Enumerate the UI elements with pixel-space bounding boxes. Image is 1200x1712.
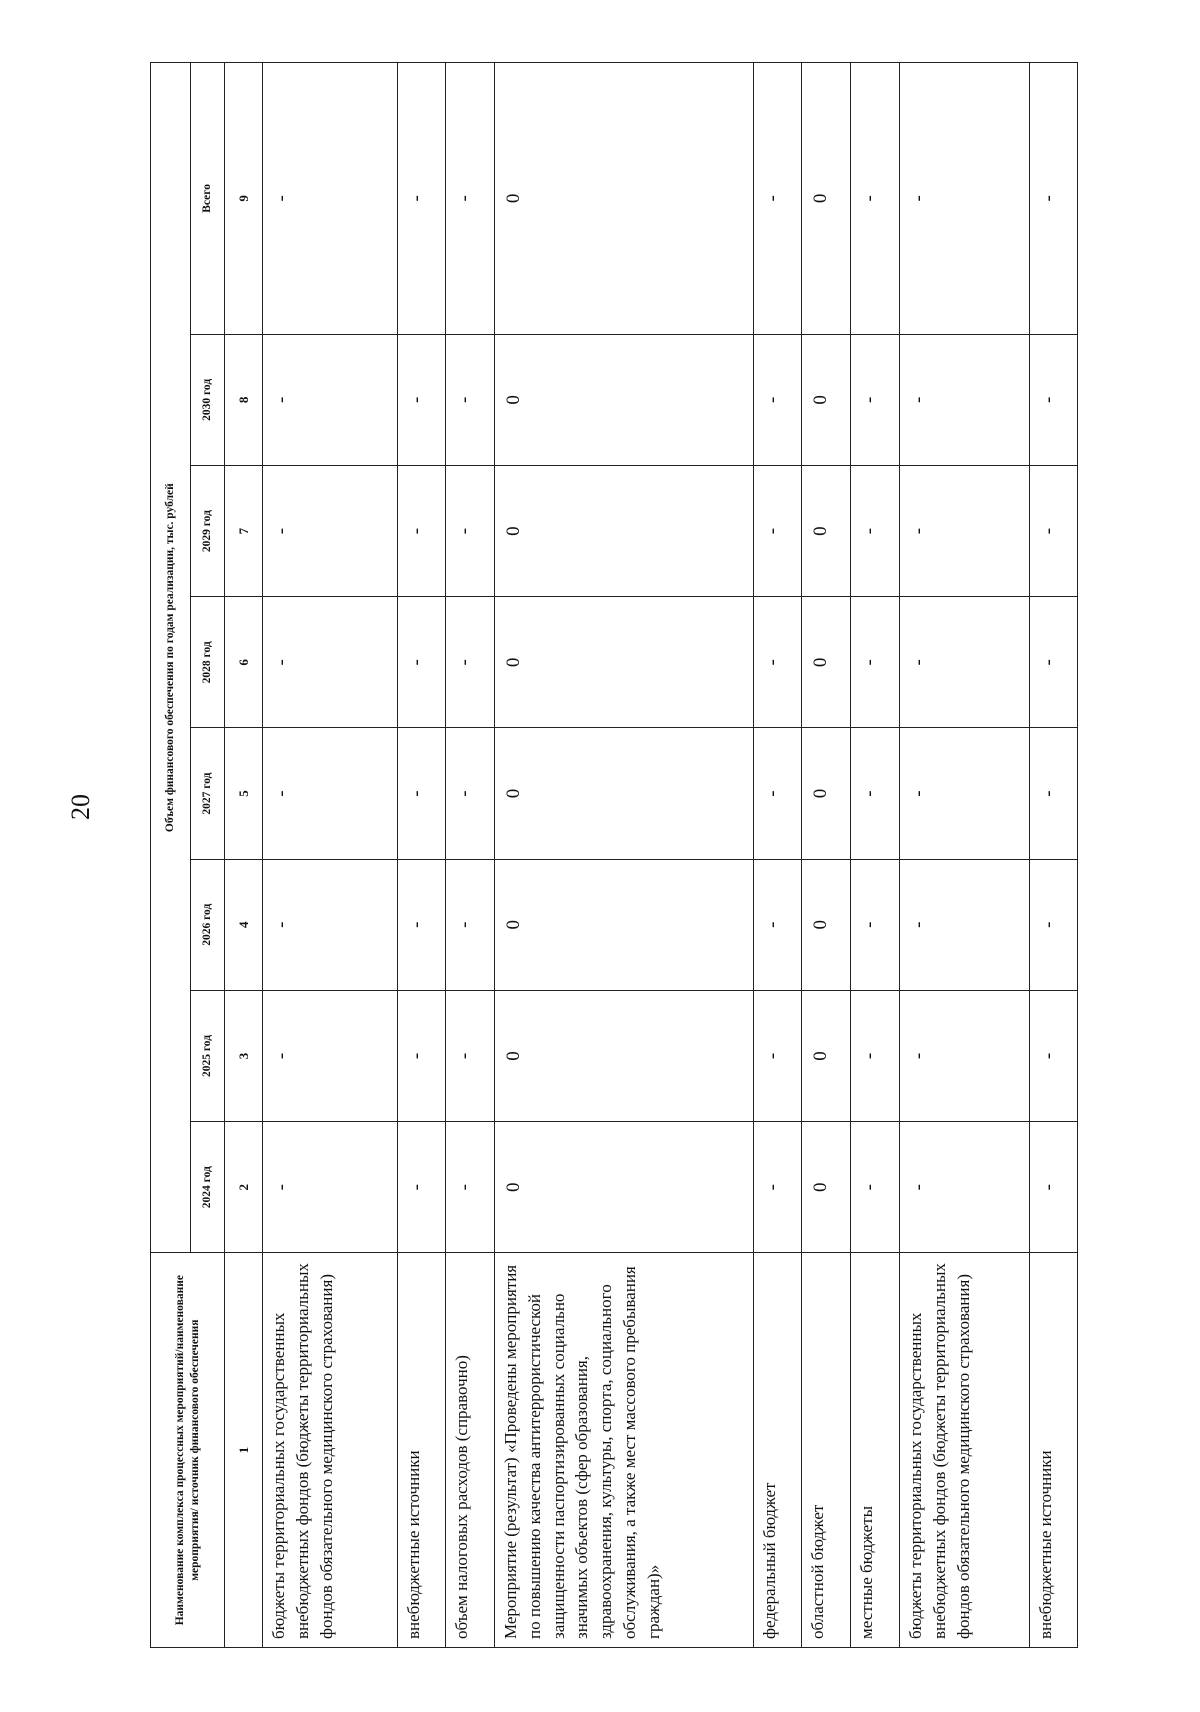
cell-value: - — [397, 334, 446, 465]
column-header-name: Наименование комплекса процессных мероприятий/наименование мероприятия/ источник финансового обеспечения — [151, 1253, 225, 1648]
cell-value: - — [851, 597, 900, 728]
column-number: 3 — [225, 990, 263, 1121]
row-name: федеральный бюджет — [753, 1253, 802, 1648]
column-group-header-funding: Объем финансового обеспечения по годам реализации, тыс. рублей — [151, 63, 191, 1253]
cell-value: - — [397, 990, 446, 1121]
cell-value: - — [446, 465, 495, 596]
cell-value: 0 — [802, 597, 851, 728]
row-name: объем налоговых расходов (справочно) — [446, 1253, 495, 1648]
cell-value: 0 — [495, 63, 754, 335]
cell-value: - — [851, 1122, 900, 1253]
cell-value: - — [1030, 63, 1078, 335]
cell-value: - — [446, 859, 495, 990]
cell-value: - — [397, 597, 446, 728]
cell-value: - — [1030, 465, 1078, 596]
table-row — [1030, 63, 1078, 1648]
column-header-2025: 2025 год — [191, 990, 225, 1121]
cell-value: - — [446, 597, 495, 728]
table-row — [851, 63, 900, 1648]
table-row — [802, 63, 851, 1648]
column-header-2026: 2026 год — [191, 859, 225, 990]
cell-value: 0 — [495, 334, 754, 465]
cell-value: - — [263, 1122, 398, 1253]
cell-value: - — [899, 990, 1029, 1121]
cell-value: 0 — [495, 465, 754, 596]
column-number: 1 — [225, 1253, 263, 1648]
cell-value: - — [851, 859, 900, 990]
cell-value: - — [263, 990, 398, 1121]
cell-value: 0 — [495, 859, 754, 990]
cell-value: - — [263, 63, 398, 335]
column-number: 7 — [225, 465, 263, 596]
cell-value: - — [1030, 597, 1078, 728]
table-row — [397, 63, 446, 1648]
cell-value: - — [899, 597, 1029, 728]
cell-value: - — [263, 597, 398, 728]
cell-value: 0 — [802, 63, 851, 335]
table-row — [495, 63, 754, 1648]
cell-value: - — [753, 728, 802, 859]
cell-value: - — [851, 334, 900, 465]
page-number: 20 — [66, 794, 95, 820]
table-row — [446, 63, 495, 1648]
cell-value: - — [1030, 334, 1078, 465]
row-name: внебюджетные источники — [397, 1253, 446, 1648]
cell-value: - — [753, 1122, 802, 1253]
row-name: бюджеты территориальных государственных внебюджетных фондов (бюджеты территориальных фондов обязательного медицинского страхования) — [263, 1253, 398, 1648]
cell-value: - — [1030, 1122, 1078, 1253]
cell-value: - — [263, 465, 398, 596]
cell-value: - — [753, 63, 802, 335]
cell-value: - — [899, 1122, 1029, 1253]
table-row — [753, 63, 802, 1648]
column-header-2027: 2027 год — [191, 728, 225, 859]
cell-value: 0 — [495, 728, 754, 859]
table-row — [899, 63, 1029, 1648]
cell-value: - — [753, 859, 802, 990]
column-header-2028: 2028 год — [191, 597, 225, 728]
cell-value: - — [851, 63, 900, 335]
cell-value: - — [263, 859, 398, 990]
cell-value: 0 — [802, 334, 851, 465]
column-number: 5 — [225, 728, 263, 859]
cell-value: - — [263, 334, 398, 465]
cell-value: - — [446, 990, 495, 1121]
column-number: 9 — [225, 63, 263, 335]
cell-value: - — [1030, 859, 1078, 990]
cell-value: - — [851, 728, 900, 859]
row-name: внебюджетные источники — [1030, 1253, 1078, 1648]
cell-value: - — [899, 728, 1029, 859]
row-name: областной бюджет — [802, 1253, 851, 1648]
column-header-2030: 2030 год — [191, 334, 225, 465]
funding-table — [150, 62, 1078, 1648]
cell-value: - — [397, 728, 446, 859]
cell-value: 0 — [495, 1122, 754, 1253]
column-number: 6 — [225, 597, 263, 728]
column-header-2029: 2029 год — [191, 465, 225, 596]
cell-value: - — [899, 465, 1029, 596]
table-row — [263, 63, 398, 1648]
column-header-total: Всего — [191, 63, 225, 335]
cell-value: - — [753, 334, 802, 465]
cell-value: 0 — [802, 990, 851, 1121]
cell-value: - — [753, 990, 802, 1121]
cell-value: - — [899, 334, 1029, 465]
row-name: местные бюджеты — [851, 1253, 900, 1648]
cell-value: - — [397, 1122, 446, 1253]
column-number: 8 — [225, 334, 263, 465]
cell-value: - — [446, 728, 495, 859]
cell-value: - — [753, 465, 802, 596]
cell-value: - — [263, 728, 398, 859]
funding-table-sheet — [150, 62, 1078, 1648]
cell-value: 0 — [802, 1122, 851, 1253]
cell-value: - — [446, 1122, 495, 1253]
cell-value: - — [397, 63, 446, 335]
cell-value: - — [1030, 728, 1078, 859]
cell-value: - — [397, 859, 446, 990]
cell-value: - — [851, 990, 900, 1121]
cell-value: - — [899, 859, 1029, 990]
cell-value: - — [446, 334, 495, 465]
cell-value: - — [1030, 990, 1078, 1121]
cell-value: - — [899, 63, 1029, 335]
cell-value: - — [851, 465, 900, 596]
table-body — [263, 63, 1078, 1648]
column-number: 4 — [225, 859, 263, 990]
cell-value: - — [753, 597, 802, 728]
cell-value: 0 — [495, 597, 754, 728]
cell-value: 0 — [802, 728, 851, 859]
cell-value: 0 — [802, 859, 851, 990]
column-header-2024: 2024 год — [191, 1122, 225, 1253]
column-number: 2 — [225, 1122, 263, 1253]
cell-value: 0 — [802, 465, 851, 596]
cell-value: - — [397, 465, 446, 596]
cell-value: - — [446, 63, 495, 335]
row-name: Мероприятие (результат) «Проведены мероприятия по повышению качества антитеррористической защищенности паспортизированных социально значимых объектов (сфер образования, здравоохранения, культуры, спорта, социального обслуживания, а также мест массового пребывания граждан)» — [495, 1253, 754, 1648]
row-name: бюджеты территориальных государственных внебюджетных фондов (бюджеты территориальных фондов обязательного медицинского страхования) — [899, 1253, 1029, 1648]
cell-value: 0 — [495, 990, 754, 1121]
